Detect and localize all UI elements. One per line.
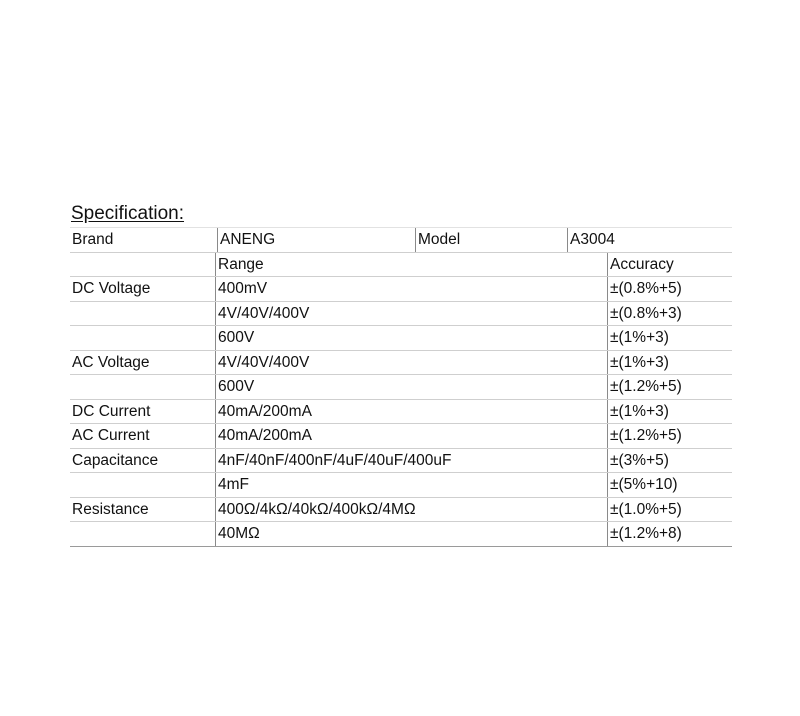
accuracy-value: ±(3%+5) <box>607 449 669 473</box>
function-label <box>70 473 72 497</box>
function-label: Capacitance <box>72 451 159 469</box>
accuracy-header: Accuracy <box>607 253 674 277</box>
table-row <box>70 498 732 523</box>
function-header <box>70 253 72 277</box>
column-header-row <box>70 253 732 278</box>
range-value: 4V/40V/400V <box>215 302 309 326</box>
model-value: A3004 <box>567 228 615 252</box>
accuracy-value: ±(1%+3) <box>607 400 669 424</box>
range-value: 600V <box>215 326 254 350</box>
accuracy-value: ±(1%+3) <box>607 351 669 375</box>
range-header: Range <box>215 253 264 277</box>
accuracy-value: ±(0.8%+5) <box>607 277 682 301</box>
range-value: 600V <box>215 375 254 399</box>
range-value: 4nF/40nF/400nF/4uF/40uF/400uF <box>215 449 452 473</box>
function-label: DC Current <box>72 402 151 420</box>
table-row <box>70 424 732 449</box>
accuracy-value: ±(0.8%+3) <box>607 302 682 326</box>
accuracy-value: ±(1%+3) <box>607 326 669 350</box>
accuracy-value: ±(1.2%+5) <box>607 375 682 399</box>
range-value: 4mF <box>215 473 249 497</box>
range-value: 40MΩ <box>215 522 260 546</box>
model-label: Model <box>415 228 460 252</box>
range-value: 40mA/200mA <box>215 400 312 424</box>
function-label: Resistance <box>72 500 149 518</box>
function-label <box>70 326 72 350</box>
table-row <box>70 302 732 327</box>
specification-table <box>70 227 732 547</box>
range-value: 4V/40V/400V <box>215 351 309 375</box>
table-row <box>70 375 732 400</box>
function-label: DC Voltage <box>72 280 151 297</box>
table-row <box>70 473 732 498</box>
range-value: 40mA/200mA <box>215 424 312 448</box>
table-row <box>70 326 732 351</box>
table-row <box>70 400 732 425</box>
range-value: 400Ω/4kΩ/40kΩ/400kΩ/4MΩ <box>215 498 416 522</box>
range-value: 400mV <box>215 277 267 301</box>
table-row <box>70 449 732 474</box>
specification-heading: Specification: <box>71 203 185 224</box>
brand-value: ANENG <box>217 228 275 252</box>
accuracy-value: ±(1.2%+8) <box>607 522 682 546</box>
function-label <box>70 375 72 399</box>
function-label: AC Current <box>72 427 150 444</box>
table-row <box>70 522 732 547</box>
table-row <box>70 351 732 376</box>
accuracy-value: ±(1.2%+5) <box>607 424 682 448</box>
function-label: AC Voltage <box>72 353 150 371</box>
function-label <box>70 522 72 546</box>
accuracy-value: ±(1.0%+5) <box>607 498 682 522</box>
brand-model-row <box>70 227 732 253</box>
accuracy-value: ±(5%+10) <box>607 473 678 497</box>
table-row <box>70 277 732 302</box>
function-label <box>70 302 72 326</box>
brand-label: Brand <box>72 231 114 248</box>
